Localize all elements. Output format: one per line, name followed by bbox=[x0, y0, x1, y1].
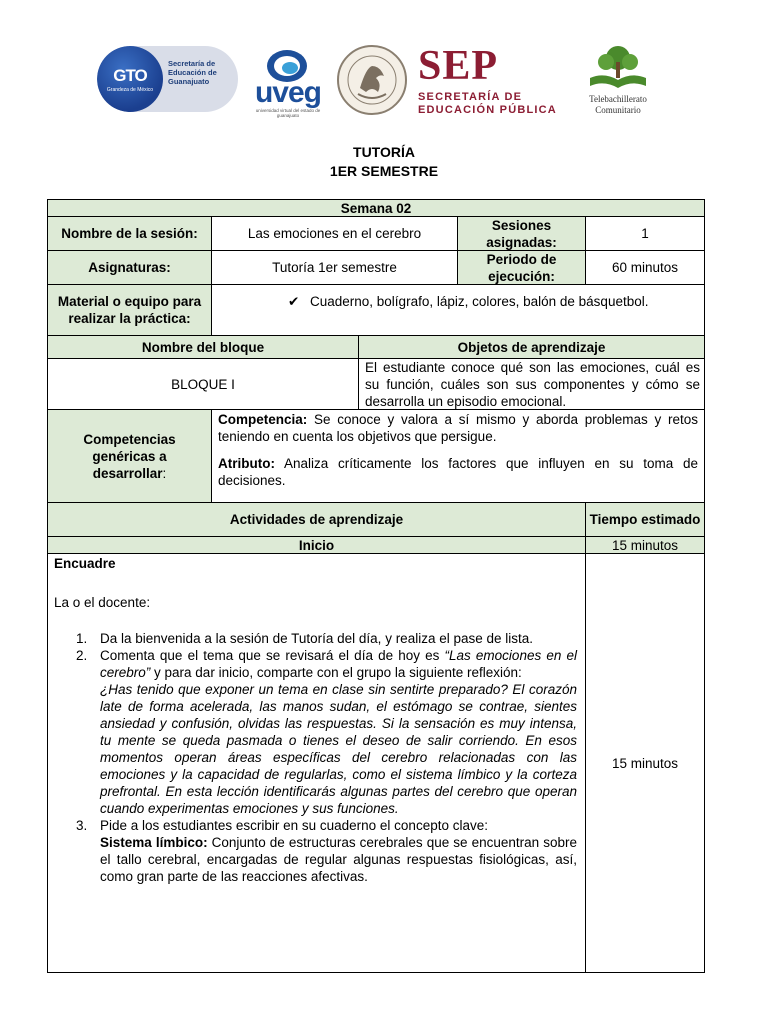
material-value: Cuaderno, bolígrafo, lápiz, colores, balón de básquetbol. bbox=[310, 294, 649, 309]
item2-reflexion: ¿Has tenido que exponer un tema en clase sin sentirte preparado? El corazón late de forma acelerada, las manos sudan, el estómago se contrae, sientes ansiedad y confusión, olvidas las respuestas. Si la sensación es muy intensa, tu mente se queda pasmada o tienes el deseo de salir corriendo. En esos momentos operan áreas específicas del cerebro relacionadas con las emociones y la capacidad de regularlas, como el sistema límbico y la corteza prefrontal. En esta lección identificarás algunas partes del cerebro que operan cuando experimentas emociones y sus funciones. bbox=[100, 682, 577, 816]
item2-quote: “Las emociones en el cerebro” bbox=[100, 648, 577, 680]
list-item bbox=[54, 647, 577, 817]
item3-term: Sistema límbico: bbox=[100, 835, 208, 850]
competencia-label: Competencia: bbox=[218, 412, 308, 427]
gto-mark: GTO bbox=[113, 66, 147, 85]
gto-text: Secretaría de Educación de Guanajuato bbox=[168, 59, 217, 86]
telebachillerato-line1: Telebachillerato bbox=[589, 94, 647, 104]
competencia-paragraph bbox=[218, 411, 698, 445]
actividades-body bbox=[47, 553, 586, 973]
tree-book-icon bbox=[586, 44, 650, 92]
periodo-label: Periodo de ejecución: bbox=[457, 250, 586, 285]
logo-strip bbox=[0, 40, 768, 120]
sesiones-label: Sesiones asignadas: bbox=[457, 216, 586, 251]
competencias-label: Competencias genéricas a desarrollar bbox=[83, 431, 176, 481]
item2-text-b: y para dar inicio, comparte con el grupo la siguiente reflexión: bbox=[150, 665, 522, 680]
atributo-text: Analiza críticamente los factores que influyen en su toma de decisiones. bbox=[218, 456, 698, 488]
semana-header: Semana 02 bbox=[47, 199, 705, 217]
checkmark-icon: ✔ bbox=[288, 294, 300, 309]
sesiones-value: 1 bbox=[585, 216, 705, 251]
item1-text: Da la bienvenida a la sesión de Tutoría del día, y realiza el pase de lista. bbox=[100, 631, 534, 646]
material-label: Material o equipo para realizar la práctica: bbox=[47, 284, 212, 336]
gto-logo bbox=[97, 46, 238, 112]
actividades-header: Actividades de aprendizaje bbox=[47, 502, 586, 537]
sep-word: SEP bbox=[418, 43, 499, 89]
atributo-label: Atributo: bbox=[218, 456, 275, 471]
item-number: 2. bbox=[76, 648, 88, 663]
item-number: 3. bbox=[76, 818, 88, 833]
activity-list bbox=[54, 630, 577, 885]
objetos-value: El estudiante conoce qué son las emociones, cuál es su función, cuáles son sus componentes y cómo se desarrolla un episodio emocional. bbox=[358, 358, 705, 410]
item-number: 1. bbox=[76, 631, 88, 646]
uveg-logo bbox=[248, 44, 328, 116]
competencia-text: Se conoce y valora a sí mismo y aborda problemas y retos teniendo en cuenta los objetivos que persigue. bbox=[218, 412, 698, 444]
encuadre-heading: Encuadre bbox=[54, 556, 116, 571]
periodo-value: 60 minutos bbox=[585, 250, 705, 285]
list-item bbox=[54, 630, 577, 647]
telebachillerato-line2: Comunitario bbox=[595, 105, 641, 115]
asignaturas-label: Asignaturas: bbox=[47, 250, 212, 285]
item3-text: Pide a los estudiantes escribir en su cuaderno el concepto clave: bbox=[100, 818, 488, 833]
nombre-sesion-label: Nombre de la sesión: bbox=[47, 216, 212, 251]
competencias-label-cell bbox=[47, 409, 212, 503]
doc-title: TUTORÍA bbox=[353, 144, 415, 160]
list-item bbox=[54, 817, 577, 885]
tiempo-header: Tiempo estimado bbox=[585, 502, 705, 537]
competencias-content bbox=[211, 409, 705, 503]
material-value-cell bbox=[211, 284, 705, 336]
bloque-value: BLOQUE I bbox=[47, 358, 359, 410]
telebachillerato-logo bbox=[568, 44, 668, 118]
mexican-seal-icon bbox=[336, 44, 408, 116]
atributo-paragraph bbox=[218, 455, 698, 489]
telebachillerato-text bbox=[568, 94, 668, 116]
asignaturas-value: Tutoría 1er semestre bbox=[211, 250, 458, 285]
doc-subtitle: 1ER SEMESTRE bbox=[329, 163, 439, 179]
item2-text-a: Comenta que el tema que se revisará el día de hoy es bbox=[100, 648, 445, 663]
uveg-word: uveg bbox=[254, 76, 322, 109]
inicio-time: 15 minutos bbox=[585, 536, 705, 554]
competencias-colon: : bbox=[162, 465, 167, 481]
uveg-subtitle: universidad virtual del estado de guanajuato bbox=[255, 108, 321, 118]
body-time: 15 minutos bbox=[585, 553, 705, 973]
nombre-sesion-value: Las emociones en el cerebro bbox=[211, 216, 458, 251]
inicio-label: Inicio bbox=[47, 536, 586, 554]
objetos-header: Objetos de aprendizaje bbox=[358, 335, 705, 359]
gto-tagline: Grandeza de México bbox=[106, 87, 154, 93]
sep-line1: SECRETARÍA DE bbox=[418, 91, 523, 103]
sep-line2: EDUCACIÓN PÚBLICA bbox=[418, 104, 557, 116]
item3-definition: Conjunto de estructuras cerebrales que se encuentran sobre el tallo cerebral, encargadas de regular algunas respuestas fisiológicas, así, como gran parte de las reacciones afectivas. bbox=[100, 835, 577, 884]
bloque-header: Nombre del bloque bbox=[47, 335, 359, 359]
docente-intro: La o el docente: bbox=[54, 595, 151, 610]
sep-logo bbox=[418, 44, 563, 116]
